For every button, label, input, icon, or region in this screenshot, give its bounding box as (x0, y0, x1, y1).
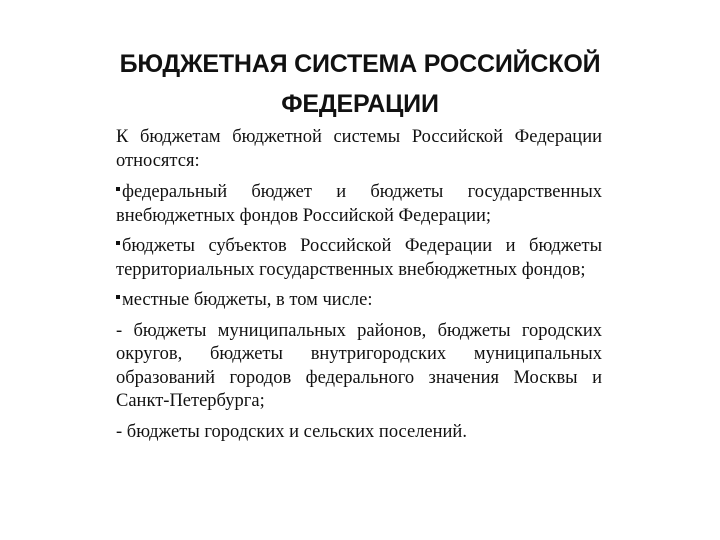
slide-body (116, 126, 602, 451)
bullet-text-3: местные бюджеты, в том числе: (122, 290, 373, 310)
bullet-item-2 (116, 235, 602, 282)
dash-item-1: - бюджеты муниципальных районов, бюджеты городских округов, бюджеты внутригородских муниципальных образований городов федерального значения Москвы и Санкт-Петербурга; (116, 320, 602, 411)
slide-title-line-2: ФЕДЕРАЦИИ (281, 90, 439, 118)
dash-item-2: - бюджеты городских и сельских поселений. (116, 421, 467, 442)
bullet-text-1: федеральный бюджет и бюджеты государственных внебюджетных фондов Российской Федерации; (116, 182, 602, 226)
slide-title-line-1: БЮДЖЕТНАЯ СИСТЕМА РОССИЙСКОЙ (119, 50, 601, 78)
bullet-text-2: бюджеты субъектов Российской Федерации и бюджеты территориальных государственных внебюджетных фондов; (116, 236, 602, 280)
slide-title (60, 44, 660, 124)
square-bullet-icon (116, 241, 120, 245)
square-bullet-icon (116, 295, 120, 299)
bullet-item-3 (116, 289, 602, 313)
bullet-item-1 (116, 181, 602, 228)
square-bullet-icon (116, 187, 120, 191)
intro-paragraph: К бюджетам бюджетной системы Российской Федерации относятся: (116, 127, 602, 171)
